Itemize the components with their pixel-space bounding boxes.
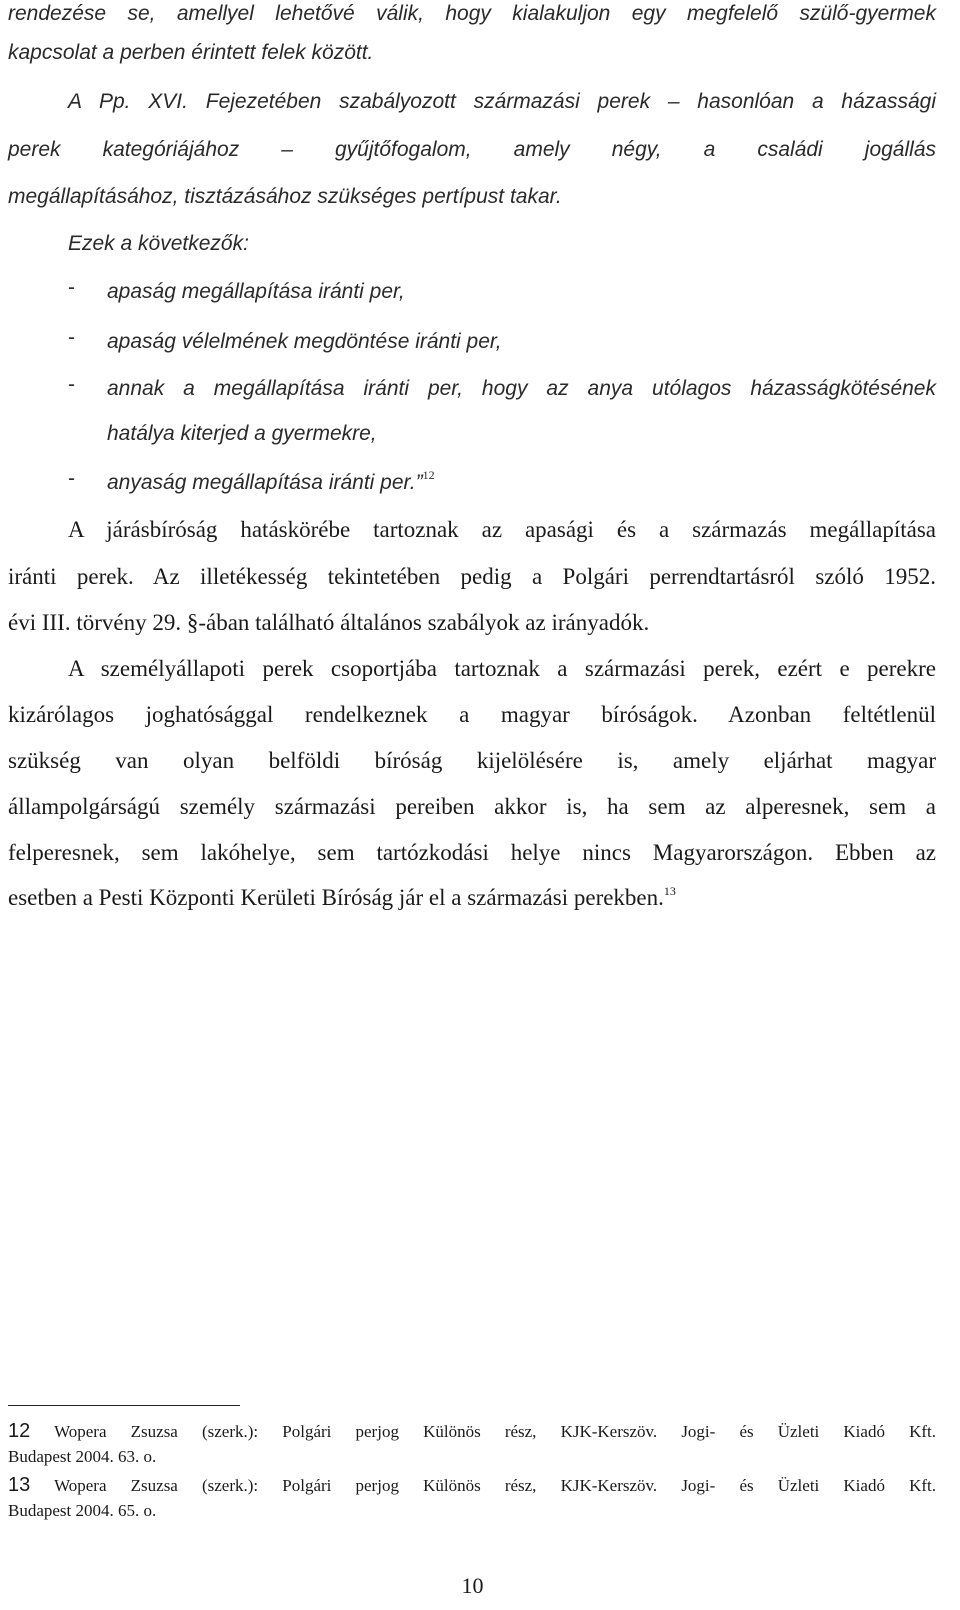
footnote-separator [8, 1405, 240, 1406]
footnote-13-number: 13 [8, 1474, 31, 1496]
personal-line-6-text: esetben a Pesti Központi Kerületi Bíróság jár el a származási perekben. [8, 885, 664, 910]
personal-line-2: kizárólagos joghatósággal rendelkeznek a magyar bíróságok. Azonban feltétlenül [8, 702, 936, 727]
list-dash-3: - [68, 373, 75, 396]
footnote-13-text: Wopera Zsuzsa (szerk.): Polgári perjog Különös rész, KJK-Kerszöv. Jogi- és Üzleti Kiadó Kft. [54, 1476, 936, 1495]
footnote-12-line-2: Budapest 2004. 63. o. [8, 1447, 157, 1466]
list-item-4-text: anyaság megállapítása iránti per.” [107, 471, 423, 494]
personal-line-4: állampolgárságú személy származási pereiben akkor is, ha sem az alperesnek, sem a [8, 794, 936, 819]
personal-line-1: A személyállapoti perek csoportjába tartoznak a származási perek, ezért e perekre [68, 656, 936, 681]
list-item-4 [107, 469, 435, 497]
court-line-3: évi III. törvény 29. §-ában található általános szabályok az irányadók. [8, 610, 650, 635]
types-line-2: perek kategóriájához – gyűjtőfogalom, amely négy, a családi jogállás [8, 138, 936, 161]
list-item-1: apaság megállapítása iránti per, [107, 280, 405, 303]
personal-line-5: felperesnek, sem lakóhelye, sem tartózkodási helye nincs Magyarországon. Ebben az [8, 840, 936, 865]
list-item-3-line-1: annak a megállapítása iránti per, hogy az anya utólagos házasságkötésének [107, 377, 936, 400]
list-item-3-line-2: hatálya kiterjed a gyermekre, [107, 422, 377, 445]
footnote-12-number: 12 [8, 1420, 31, 1442]
list-item-2: apaság vélelmének megdöntése iránti per, [107, 330, 502, 353]
court-line-2: iránti perek. Az illetékesség tekintetében pedig a Polgári perrendtartásról szóló 1952. [8, 564, 936, 589]
footnote-ref-13[interactable]: 13 [663, 884, 676, 898]
types-line-1: A Pp. XVI. Fejezetében szabályozott származási perek – hasonlóan a házassági [68, 90, 936, 113]
list-dash-2: - [68, 326, 75, 349]
types-line-3: megállapításához, tisztázásához szükséges pertípust takar. [8, 185, 562, 208]
personal-line-6 [8, 884, 676, 912]
court-line-1: A járásbíróság hatáskörébe tartoznak az apasági és a származás megállapítása [68, 517, 936, 542]
footnote-ref-12[interactable]: 12 [422, 468, 435, 482]
intro-line-1: rendezése se, amellyel lehetővé válik, hogy kialakuljon egy megfelelő szülő-gyermek [8, 2, 936, 25]
footnote-13-line-2: Budapest 2004. 65. o. [8, 1501, 157, 1520]
intro-line-2: kapcsolat a perben érintett felek között. [8, 41, 374, 64]
footnote-12-text: Wopera Zsuzsa (szerk.): Polgári perjog Különös rész, KJK-Kerszöv. Jogi- és Üzleti Kiadó Kft. [54, 1422, 936, 1441]
footnote-12-line-1 [8, 1420, 936, 1443]
types-line-4: Ezek a következők: [68, 232, 249, 255]
footnote-13-line-1 [8, 1474, 936, 1497]
list-dash-1: - [68, 276, 75, 299]
page-number: 10 [461, 1573, 484, 1598]
list-dash-4: - [68, 467, 75, 490]
personal-line-3: szükség van olyan belföldi bíróság kijelölésére is, amely eljárhat magyar [8, 748, 936, 773]
